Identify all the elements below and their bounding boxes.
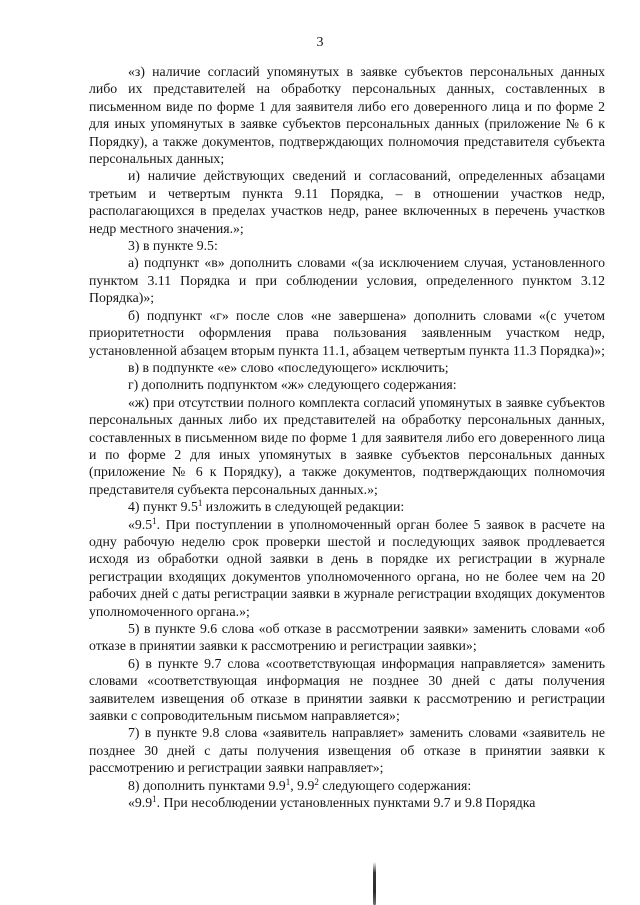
paragraph-item-6: 6) в пункте 9.7 слова «соответствующая информация направляется» заменить словами «соответствующая информация не позднее 30 дней с даты получения заявителем извещения об отказе в принятии заявки к рассмотрению и регистрации заявки с сопроводительным письмом направляется»; <box>89 655 605 724</box>
paragraph-item-8 <box>89 777 605 794</box>
clause-9-5-1-number: «9.5 <box>128 516 153 532</box>
page-number: 3 <box>316 35 324 50</box>
paragraph-subitem-v: в) в подпункте «е» слово «последующего» исключить; <box>128 359 449 375</box>
paragraph-item-3: 3) в пункте 9.5: <box>128 238 218 254</box>
paragraph-clause-9-5-1 <box>89 516 605 620</box>
superscript-1: 1 <box>152 515 157 526</box>
superscript-1: 1 <box>152 794 157 805</box>
paragraph-subitem-a: а) подпункт «в» дополнить словами «(за исключением случая, установленного пунктом 3.11 Порядка и при соблюдении условия, определенного пунктом 3.12 Порядка)»; <box>89 255 605 306</box>
paragraph-item-4 <box>89 498 605 515</box>
clause-9-5-1-text: . При поступлении в уполномоченный орган более 5 заявок в расчете на одну рабочую неделю срок проверки шестой и последующих заявок продлевается исходя из обработки одной заявки в день в порядке их регистрации в журнале регистрации входящих документов уполномоченного органа, но не более чем на 20 рабочих дней с даты регистрации заявки в журнале регистрации входящих документов уполномоченного органа.»; <box>89 516 605 619</box>
binding-stroke-mark <box>373 862 376 905</box>
paragraph-item-8-text-b: , 9.9 <box>290 777 315 793</box>
clause-9-9-1-text: . При несоблюдении установленных пунктами 9.7 и 9.8 Порядка <box>156 795 536 811</box>
paragraph-item-7: 7) в пункте 9.8 слова «заявитель направляет» заменить словами «заявитель не позднее 30 дней с даты получения извещения об отказе в принятии заявки к рассмотрению и регистрации заявки направляет»; <box>89 725 605 776</box>
paragraph-item-4-text-b: изложить в следующей редакции: <box>202 499 405 515</box>
paragraph-subitem-i: и) наличие действующих сведений и согласований, определенных абзацами третьим и четвертым пункта 9.11 Порядка, – в отношении участков недр, располагающихся в пределах участков недр, ранее включенных в перечень участков недр местного значения.»; <box>89 168 605 236</box>
paragraph-item-8-text-c: следующего содержания: <box>318 777 472 793</box>
document-body <box>89 63 605 811</box>
paragraph-subitem-g: г) дополнить подпунктом «ж» следующего содержания: <box>128 377 457 393</box>
superscript-2: 2 <box>314 776 319 787</box>
paragraph-item-4-text-a: 4) пункт 9.5 <box>128 499 198 515</box>
paragraph-item-5: 5) в пункте 9.6 слова «об отказе в рассмотрении заявки» заменить словами «об отказе в принятии заявки к рассмотрению и регистрации заявки»; <box>89 621 605 654</box>
clause-9-9-1-number: «9.9 <box>128 795 153 811</box>
superscript-1: 1 <box>285 776 291 787</box>
paragraph-clause-9-9-1 <box>89 794 605 811</box>
paragraph-subitem-z: «з) наличие согласий упомянутых в заявке субъектов персональных данных либо их представителей на обработку персональных данных, составленных в письменном виде по форме 1 для заявителя либо его доверенного лица и по форме 2 для иных упомянутых в заявке субъектов персональных данных (приложение № 6 к Порядку), а также документов, подтверждающих полномочия представителя субъекта персональных данных; <box>89 64 605 167</box>
superscript-1: 1 <box>197 498 203 509</box>
paragraph-subitem-zh: «ж) при отсутствии полного комплекта согласий упомянутых в заявке субъектов персональных данных либо их представителей на обработку персональных данных, составленных в письменном виде по форме 1 для заявителя либо его доверенного лица и по форме 2 для иных упомянутых в заявке субъектов персональных данных (приложение № 6 к Порядку), а также документов, подтверждающих полномочия представителя субъекта персональных данных.»; <box>89 394 605 497</box>
paragraph-subitem-b: б) подпункт «г» после слов «не завершена» дополнить словами «(с учетом приоритетности оформления права пользования заявленным участком недр, установленной абзацем вторым пункта 11.1, абзацем четвертым пункта 11.3 Порядка)»; <box>89 307 605 358</box>
paragraph-item-8-text-a: 8) дополнить пунктами 9.9 <box>128 777 286 793</box>
